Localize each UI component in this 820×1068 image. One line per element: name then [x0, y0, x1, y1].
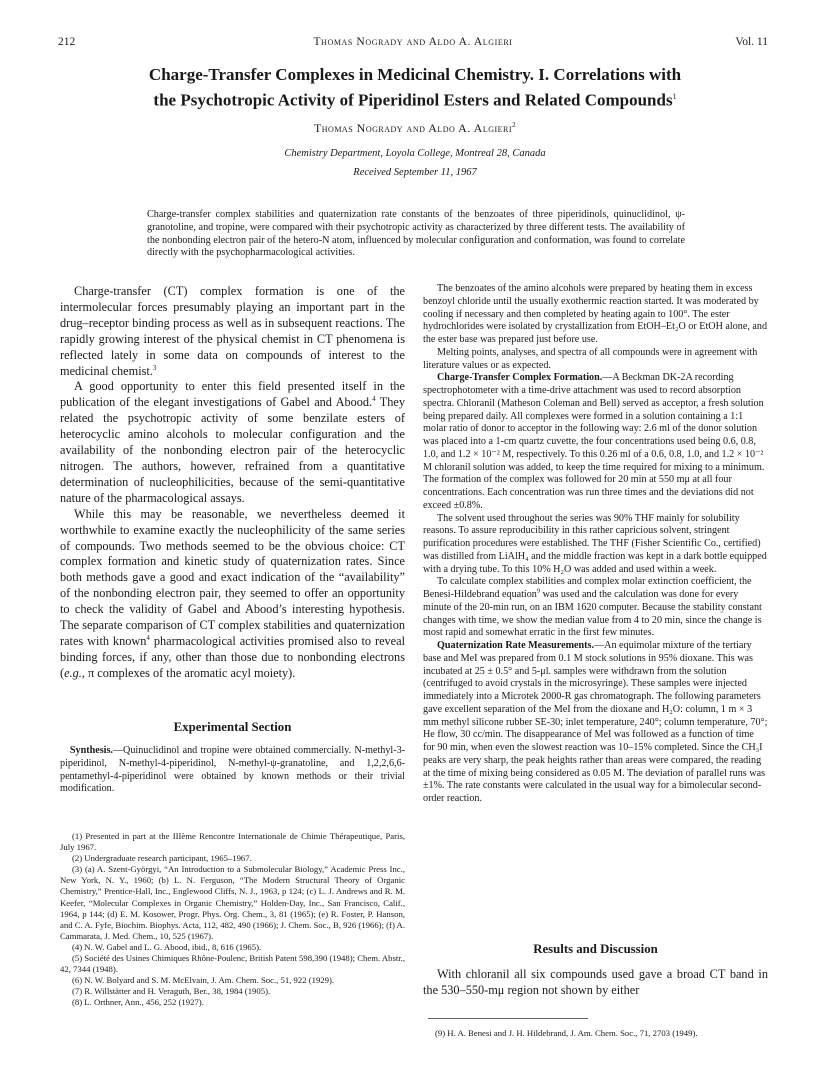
method-paragraph: The solvent used throughout the series was 90% THF mainly for solubility reasons. To assure reproducibility in this rather capricious solvent, stringent purification procedures were established. The THF (Fisher Scientific Co., certified) was distilled from LiAlH₄ and the middle fraction was kept in a dark bottle equipped with a drying tube. To this 10% H₂O was added and used within a week.	[423, 512, 767, 575]
ct-paragraph: Charge-Transfer Complex Formation.—A Beckman DK-2A recording spectrophotometer with a time-drive attachment was used to record absorption spectra. Chloranil (Matheson Coleman and Bell) served as acceptor, a fresh solution being prepared daily. All complexes were formed in a solution containing a 1:1 molar ratio of donor to acceptor in the following way: 2.6 ml of the donor solution was placed into a 1-cm quartz cuvette, the four concentrations used being 0.6, 0.8, 1.0, and 1.2 × 10⁻² M, respectively. To this 0.26 ml of a 0.6, 0.8, 1.0, and 1.2 × 10⁻² M chloranil solution was added, to keep the time required for mixing to a minimum. The formation of the complex was followed for 20 min at 550 mμ at all four concentrations. Each concentration was run three times and the deviations did not exceed ±0.8%.	[423, 372, 765, 511]
synthesis-paragraph	[60, 745, 405, 796]
intro-paragraph-1: Charge-transfer (CT) complex formation is one of the intermolecular forces presumably playing an important part in the drug–receptor binding process as well as in subsequent reactions. The rapidly growing interest of the physical chemist in CT phenomena is reflected lately in some data on compounds of interest to the medicinal chemist.$^3$	[60, 284, 405, 378]
author-line	[60, 121, 770, 136]
footnote: (6) N. W. Bolyard and S. M. McElvain, J. Am. Chem. Soc., 51, 922 (1929).	[72, 975, 335, 986]
experimental-heading: Experimental Section	[173, 720, 292, 734]
method-paragraph: To calculate complex stabilities and complex molar extinction coefficient, the Benesi-Hildebrand equation$^9$ was used and the calculation was done for every minute of the 20-min run, on an IBM 1620 computer. Because the stability constant changes with time, we show the median value from 4 to 20 min, since the change is most rapid and somewhat erratic in the first few minutes.	[423, 576, 762, 639]
method-paragraph: Melting points, analyses, and spectra of all compounds were in agreement with literature values or as expected.	[423, 346, 758, 371]
intro-paragraph-3: While this may be reasonable, we nevertheless deemed it worthwhile to examine exactly the nucleophilicity of the same series of compounds. Two methods seemed to be the obvious choice: CT complex formation and kinetic study of quaternization rates. Since both methods gave a good and exact indication of the “availability” of the nonbonding electron pair, they seemed to offer an opportunity to check the validity of Gabel and Abood’s interesting hypothesis. The separate comparison of CT complex stabilities and quaternization rates with known$^4$ pharmacological activities promised also to reveal binding forces, if any, other than those due to nonbonding electrons (e.g., π complexes of the aromatic acyl moiety).	[60, 506, 406, 680]
footnote: (2) Undergraduate research participant, 1965–1967.	[72, 853, 252, 864]
footnotes-left	[60, 831, 405, 1009]
synthesis-label: Synthesis.	[69, 745, 113, 756]
footnote: (1) Presented in part at the IIIème Rencontre Internationale de Chimie Thérapeutique, Paris, July 1967.	[60, 831, 405, 853]
footnote-divider	[428, 1018, 588, 1019]
footnote-right: (9) H. A. Benesi and J. H. Hildebrand, J. Am. Chem. Soc., 71, 2703 (1949).	[435, 1028, 698, 1038]
results-heading: Results and Discussion	[533, 942, 658, 956]
footnote: (3) (a) A. Szent-Györgyi, “An Introduction to a Submolecular Biology,” Academic Press Inc., New York, N. Y., 1960; (b) L. N. Ferguson, “The Modern Structural Theory of Organic Chemistry,” Prentice-Hall, Inc., Englewood Cliffs, N. J., 1963, p 124; (c) L. J. Andrews and R. M. Keefer, “Molecular Complexes in Organic Chemistry,” Holden-Day, Inc., San Francisco, Calif., 1964, p 144; (d) E. M. Kosower, Progr. Phys. Org. Chem., 3, 81 (1965); (e) R. Foster, P. Hanson, and C. A. Fyfe, Biochim. Biophys. Acta, 112, 482, 490 (1966); J. Chem. Soc., B, 926 (1966); (f) A. Cammarata, J. Med. Chem., 10, 525 (1967).	[60, 864, 405, 941]
left-column-intro	[60, 284, 405, 682]
results-text: With chloranil all six compounds used gave a broad CT band in the 530–550-mμ region not shown by either	[423, 967, 768, 997]
paper-title	[60, 64, 770, 112]
author-footnote-mark: 2	[512, 121, 517, 129]
volume-label: Vol. 11	[735, 36, 768, 48]
authors: Thomas Nogrady and Aldo A. Algieri	[313, 121, 513, 135]
footnote: (7) R. Willstätter and H. Veraguth, Ber., 38, 1984 (1905).	[72, 986, 271, 997]
running-head: Thomas Nogrady and Aldo A. Algieri	[313, 36, 513, 48]
page-number: 212	[58, 36, 76, 48]
abstract: Charge-transfer complex stabilities and quaternization rate constants of the benzoates of three piperidinols, quinuclidinol, ψ-granotoline, and tropine, were compared with their psychotropic activity as characterized by three different tests. The availability of the nonbonding electron pair of the hetero-N atom, influenced by molecular configuration and conformation, was found to correlate directly with the psychopharmacological activities.	[147, 209, 685, 259]
title-line-2: the Psychotropic Activity of Piperidinol Esters and Related Compounds	[153, 90, 673, 110]
affiliation: Chemistry Department, Loyola College, Montreal 28, Canada	[284, 148, 546, 159]
footnote: (4) N. W. Gabel and L. G. Abood, ibid., 8, 616 (1965).	[72, 941, 262, 952]
quaternization-paragraph: Quaternization Rate Measurements.—An equimolar mixture of the tertiary base and MeI was prepared from 0.1 M stock solutions in 95% dioxane. This was incubated at 25 ± 0.5° and 5-μl. samples were withdrawn from the solution (centrifuged to avoid crystals in the microsyringe). These samples were injected immediately into a Microtek 2000-R gas chromatograph. The following parameters gave excellent separation of the MeI from the dioxane and H₂O: column, 1 m × 3 mm methyl silicone rubber SE-30; inlet temperature, 240°; column temperature, 70°; He flow, 30 cc/min. The disappearance of MeI was followed as a function of time for 90 min, when even the slowest reaction was 10–15% completed. Since the CH₃I peaks are very sharp, the peak heights rather than areas were compared, the reading at the time of mixing being considered as 0.05 M. The deviation of parallel runs was ±1%. The rate constants were calculated in the usual way for a bimolecular second-order reaction.	[423, 640, 768, 804]
title-footnote-mark: 1	[672, 92, 677, 101]
footnote: (8) L. Orthner, Ann., 456, 252 (1927).	[72, 997, 204, 1008]
intro-paragraph-2: A good opportunity to enter this field presented itself in the publication of the elegant investigations of Gabel and Abood.$^4$ They related the psychotropic activity of some benzilate esters of heterocyclic amino alcohols to molecular configuration and the availability of the nonbonding electron pair of the heterocyclic nitrogen. The authors, however, refrained from a quantitative determination of nucleophilicities, because of the semi-quantitative nature of the pharmacological assays.	[60, 379, 405, 505]
footnote: (5) Société des Usines Chimiques Rhône-Poulenc, British Patent 598,390 (1948); Chem. Abstr., 42, 7344 (1948).	[60, 953, 405, 975]
method-paragraph: The benzoates of the amino alcohols were prepared by heating them in excess benzoyl chloride until the usually exothermic reaction started. It was moderated by cooling if necessary and then completed by heating again to 100°. The ester hydrochlorides were isolated by crystallization from EtOH–Et₂O or EtOH alone, and the ester base was prepared just before use.	[423, 283, 768, 345]
right-column-methods	[423, 283, 768, 806]
synthesis-text: —Quinuclidinol and tropine were obtained commercially. N-methyl-3-piperidinol, N-methyl-4-piperidinol, N-methyl-ψ-granatoline, and 1,2,2,6,6-pentamethyl-4-piperidinol were obtained by known methods or their trivial modification.	[60, 745, 406, 795]
received-date: Received September 11, 1967	[353, 167, 477, 178]
title-line-1: Charge-Transfer Complexes in Medicinal Chemistry. I. Correlations with	[148, 65, 682, 84]
